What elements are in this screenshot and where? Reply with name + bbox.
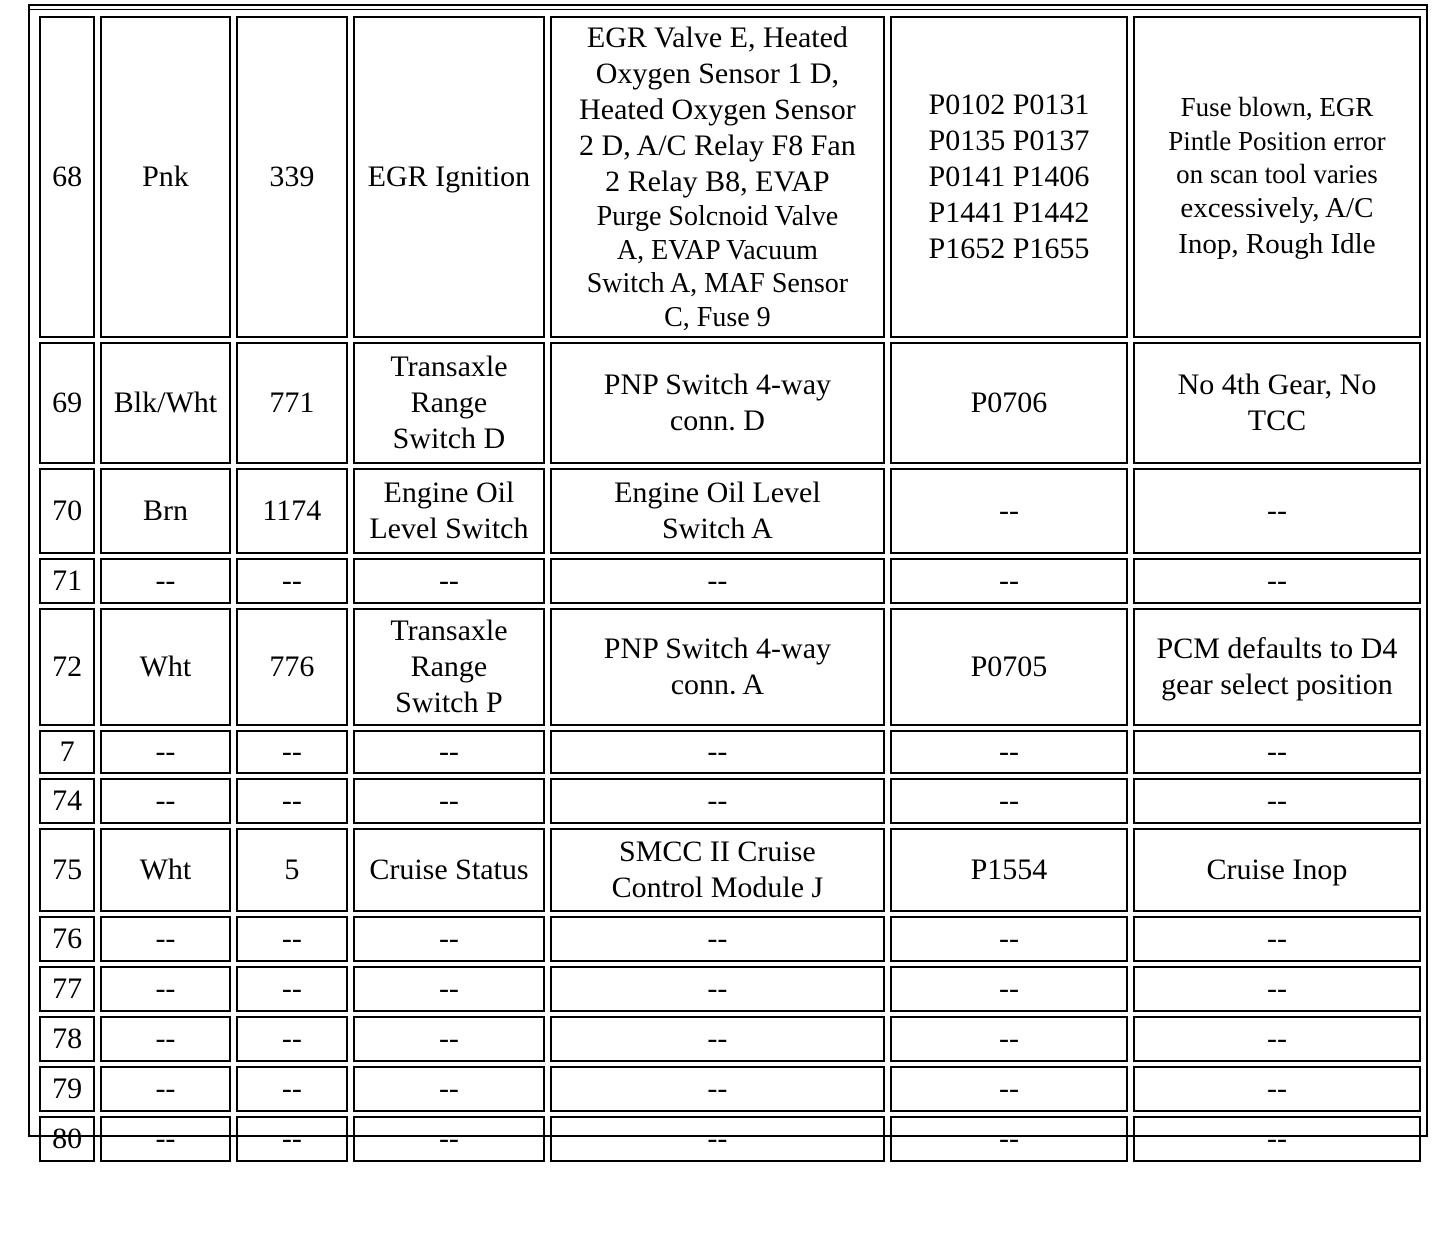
- wire-color-cell: --: [100, 916, 230, 962]
- wire-color-cell: Wht: [100, 608, 230, 726]
- function-cell: --: [353, 1066, 545, 1112]
- function-line: Switch P: [395, 686, 503, 720]
- function-line: Range: [410, 386, 488, 420]
- table-row: [39, 468, 1421, 554]
- connection-line: EGR Valve E, Heated: [586, 21, 848, 54]
- function-cell: [353, 342, 545, 464]
- symptom-cell: Cruise Inop: [1133, 828, 1421, 912]
- pinout-table: [34, 12, 1426, 1166]
- connection-line: Engine Oil Level: [614, 476, 821, 510]
- circuit-cell: 5: [236, 828, 348, 912]
- pin-cell: 79: [39, 1066, 95, 1112]
- connection-line: conn. A: [670, 668, 765, 702]
- function-cell: --: [353, 1016, 545, 1062]
- function-cell: EGR Ignition: [353, 16, 545, 338]
- function-line: Switch D: [392, 422, 506, 456]
- circuit-cell: --: [236, 1016, 348, 1062]
- table-row: [39, 342, 1421, 464]
- dtc-cell: [890, 16, 1128, 338]
- circuit-cell: 1174: [236, 468, 348, 554]
- symptom-line: excessively, A/C: [1180, 192, 1374, 225]
- dtc-line: P0102 P0131: [928, 88, 1090, 122]
- circuit-cell: --: [236, 558, 348, 604]
- connection-line: Switch A, MAF Sensor: [586, 268, 849, 300]
- symptom-line: PCM defaults to D4: [1156, 632, 1398, 666]
- symptom-line: Fuse blown, EGR: [1180, 92, 1374, 123]
- pinout-table-frame: [28, 4, 1428, 1156]
- table-row: [39, 558, 1421, 604]
- connection-cell: [550, 608, 885, 726]
- symptom-line: Inop, Rough Idle: [1178, 228, 1376, 261]
- connection-line: Switch A: [661, 512, 773, 546]
- symptom-cell: [1133, 16, 1421, 338]
- function-cell: [353, 608, 545, 726]
- symptom-cell: --: [1133, 730, 1421, 774]
- pin-cell: 75: [39, 828, 95, 912]
- function-cell: [353, 468, 545, 554]
- connection-cell: --: [550, 778, 885, 824]
- table-row: [39, 730, 1421, 774]
- function-cell: --: [353, 730, 545, 774]
- symptom-cell: --: [1133, 1116, 1421, 1162]
- symptom-cell: --: [1133, 1066, 1421, 1112]
- circuit-cell: --: [236, 1116, 348, 1162]
- dtc-cell: --: [890, 916, 1128, 962]
- symptom-cell: [1133, 608, 1421, 726]
- function-cell: --: [353, 1116, 545, 1162]
- symptom-line: Pintle Position error: [1168, 125, 1386, 156]
- pin-cell: 7: [39, 730, 95, 774]
- dtc-cell: --: [890, 1116, 1128, 1162]
- function-line: Level Switch: [369, 512, 529, 546]
- connection-line: conn. D: [669, 404, 765, 438]
- wire-color-cell: --: [100, 1016, 230, 1062]
- dtc-cell: P1554: [890, 828, 1128, 912]
- wire-color-cell: --: [100, 1066, 230, 1112]
- circuit-cell: --: [236, 778, 348, 824]
- dtc-cell: --: [890, 468, 1128, 554]
- top-rule: [30, 9, 1426, 10]
- dtc-cell: --: [890, 966, 1128, 1012]
- symptom-cell: --: [1133, 778, 1421, 824]
- connection-cell: [550, 16, 885, 338]
- pin-cell: 76: [39, 916, 95, 962]
- wire-color-cell: --: [100, 778, 230, 824]
- wire-color-cell: --: [100, 966, 230, 1012]
- function-line: Transaxle: [390, 350, 508, 384]
- dtc-cell: --: [890, 730, 1128, 774]
- symptom-line: No 4th Gear, No: [1177, 368, 1377, 402]
- circuit-cell: --: [236, 730, 348, 774]
- connection-cell: --: [550, 916, 885, 962]
- pin-cell: 69: [39, 342, 95, 464]
- circuit-cell: --: [236, 966, 348, 1012]
- symptom-cell: --: [1133, 916, 1421, 962]
- dtc-line: P1652 P1655: [928, 232, 1090, 266]
- connection-line: Oxygen Sensor 1 D,: [595, 57, 840, 90]
- pin-cell: 71: [39, 558, 95, 604]
- wire-color-cell: Wht: [100, 828, 230, 912]
- dtc-cell: P0705: [890, 608, 1128, 726]
- table-row: [39, 1016, 1421, 1062]
- dtc-cell: --: [890, 1016, 1128, 1062]
- table-row: [39, 828, 1421, 912]
- wire-color-cell: --: [100, 558, 230, 604]
- circuit-cell: --: [236, 916, 348, 962]
- circuit-cell: 776: [236, 608, 348, 726]
- circuit-cell: 339: [236, 16, 348, 338]
- table-row: [39, 16, 1421, 338]
- circuit-cell: --: [236, 1066, 348, 1112]
- function-line: Transaxle: [390, 614, 508, 648]
- connection-line: PNP Switch 4-way: [603, 368, 832, 402]
- table-row: [39, 1066, 1421, 1112]
- symptom-cell: --: [1133, 966, 1421, 1012]
- circuit-cell: 771: [236, 342, 348, 464]
- function-line: Range: [410, 650, 488, 684]
- table-row: [39, 778, 1421, 824]
- pin-cell: 77: [39, 966, 95, 1012]
- dtc-line: P0135 P0137: [928, 124, 1090, 158]
- connection-line: Purge Solcnoid Valve: [596, 201, 839, 232]
- dtc-cell: --: [890, 1066, 1128, 1112]
- connection-line: A, EVAP Vacuum: [616, 234, 818, 266]
- connection-line: PNP Switch 4-way: [603, 632, 832, 666]
- connection-cell: --: [550, 558, 885, 604]
- function-cell: --: [353, 558, 545, 604]
- wire-color-cell: Blk/Wht: [100, 342, 230, 464]
- table-row: [39, 916, 1421, 962]
- wire-color-cell: --: [100, 1116, 230, 1162]
- symptom-cell: [1133, 342, 1421, 464]
- function-cell: --: [353, 916, 545, 962]
- dtc-cell: --: [890, 558, 1128, 604]
- connection-cell: [550, 468, 885, 554]
- symptom-cell: --: [1133, 558, 1421, 604]
- pin-cell: 68: [39, 16, 95, 338]
- pin-cell: 74: [39, 778, 95, 824]
- function-line: Engine Oil: [383, 476, 515, 510]
- connection-line: SMCC II Cruise: [619, 835, 816, 869]
- connection-cell: --: [550, 1116, 885, 1162]
- symptom-line: TCC: [1247, 404, 1307, 438]
- symptom-cell: --: [1133, 468, 1421, 554]
- connection-cell: [550, 828, 885, 912]
- wire-color-cell: Pnk: [100, 16, 230, 338]
- table-row: [39, 966, 1421, 1012]
- dtc-cell: --: [890, 778, 1128, 824]
- pin-cell: 70: [39, 468, 95, 554]
- dtc-cell: P0706: [890, 342, 1128, 464]
- symptom-cell: --: [1133, 1016, 1421, 1062]
- symptom-line: gear select position: [1161, 668, 1393, 702]
- table-row: [39, 1116, 1421, 1162]
- pin-cell: 72: [39, 608, 95, 726]
- function-cell: --: [353, 778, 545, 824]
- dtc-line: P1441 P1442: [928, 196, 1090, 230]
- function-cell: --: [353, 966, 545, 1012]
- connection-cell: --: [550, 730, 885, 774]
- connection-cell: --: [550, 966, 885, 1012]
- connection-cell: [550, 342, 885, 464]
- dtc-line: P0141 P1406: [928, 160, 1090, 194]
- table-row: [39, 608, 1421, 726]
- connection-line: Heated Oxygen Sensor: [579, 93, 856, 126]
- wire-color-cell: --: [100, 730, 230, 774]
- connection-line: 2 Relay B8, EVAP: [605, 165, 830, 198]
- connection-cell: --: [550, 1016, 885, 1062]
- wire-color-cell: Brn: [100, 468, 230, 554]
- connection-cell: --: [550, 1066, 885, 1112]
- pin-cell: 78: [39, 1016, 95, 1062]
- symptom-line: on scan tool varies: [1176, 158, 1378, 189]
- function-cell: Cruise Status: [353, 828, 545, 912]
- connection-line: Control Module J: [611, 871, 824, 905]
- connection-line: 2 D, A/C Relay F8 Fan: [579, 129, 856, 162]
- connection-line: C, Fuse 9: [664, 301, 771, 333]
- pin-cell: 80: [39, 1116, 95, 1162]
